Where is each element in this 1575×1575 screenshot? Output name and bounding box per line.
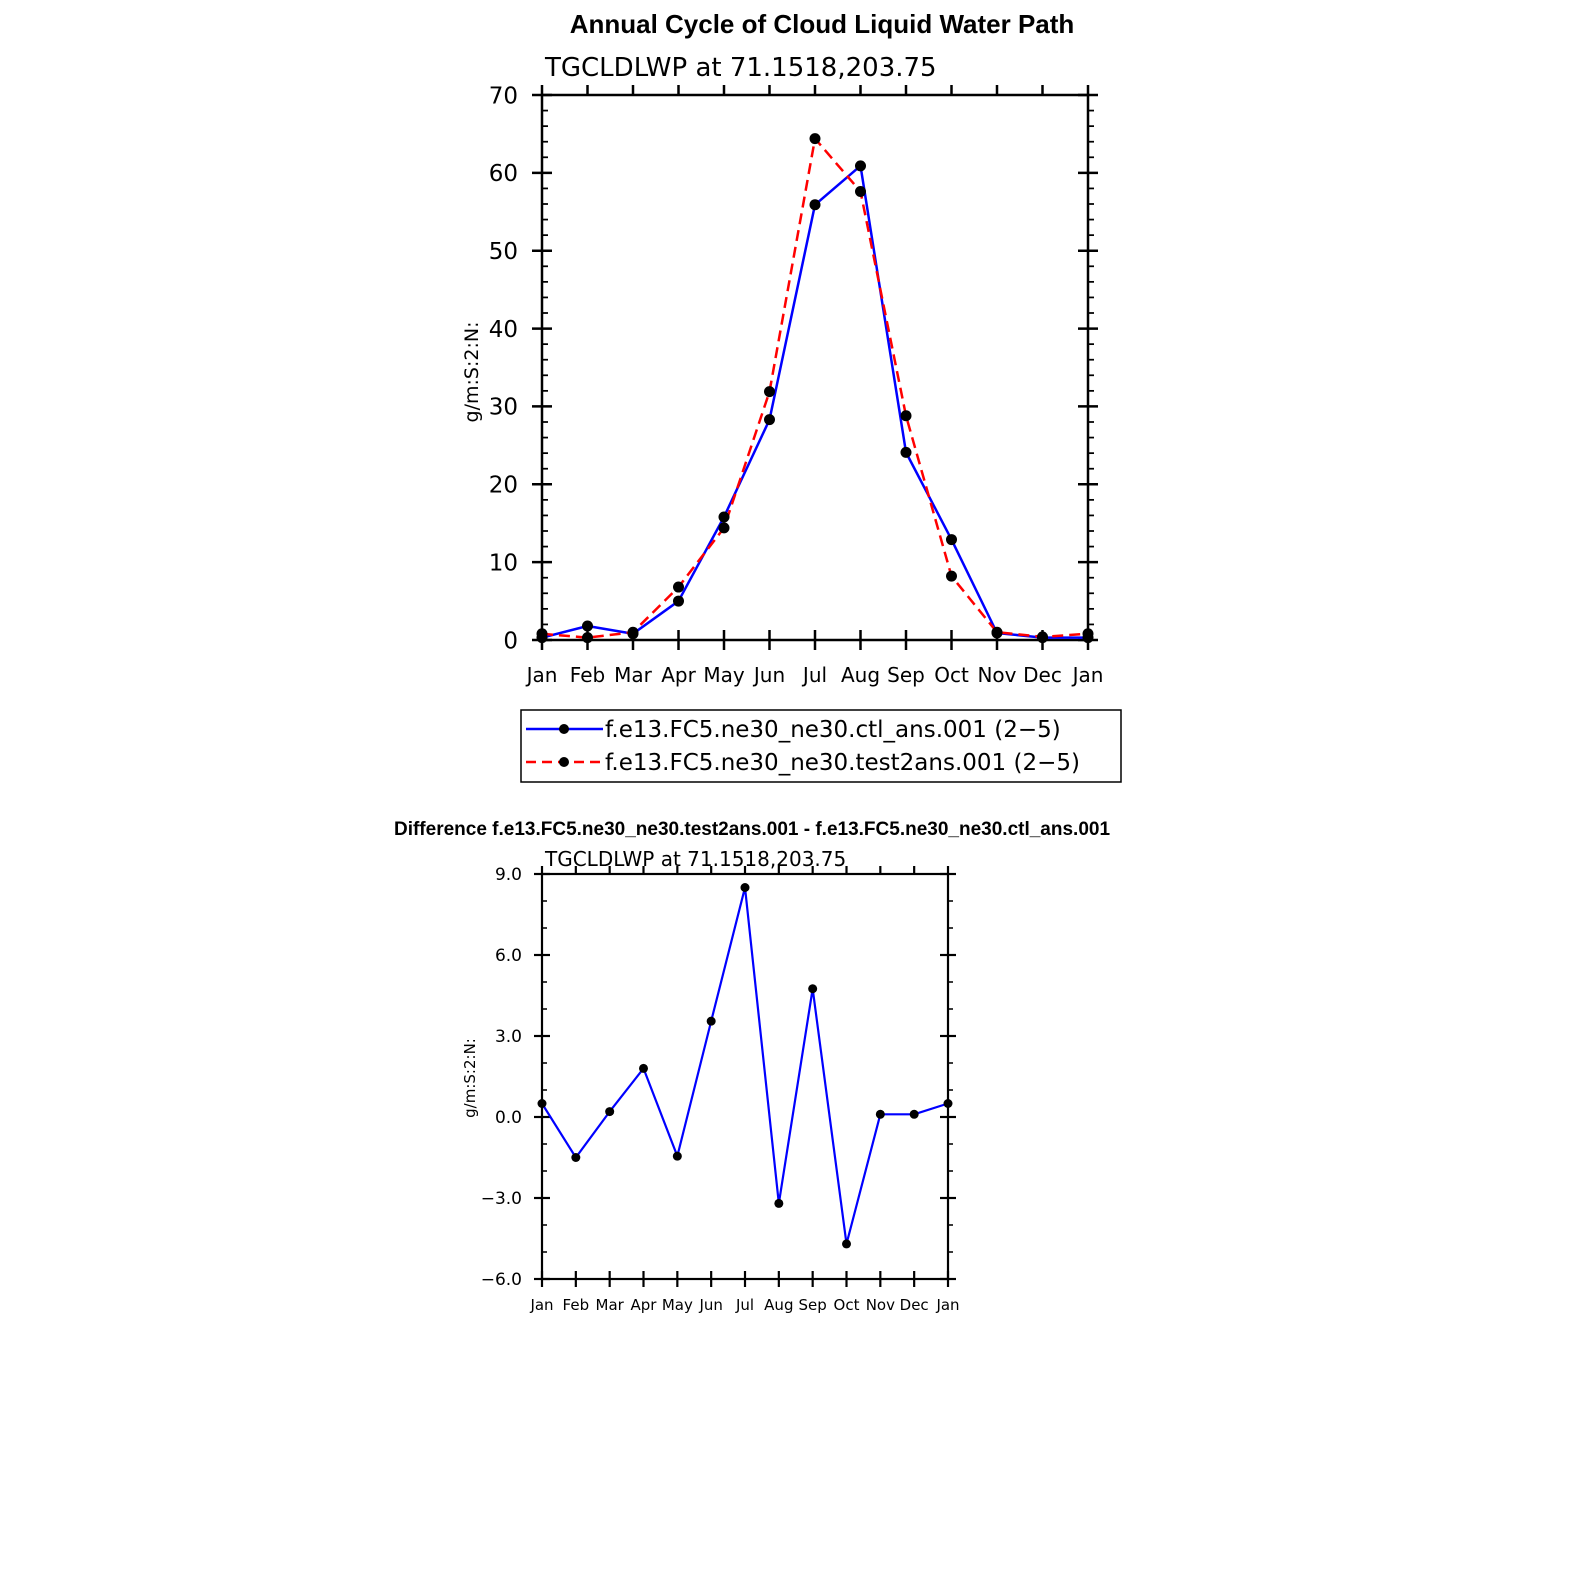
series-point-0 xyxy=(810,199,821,210)
legend-label-ctl: f.e13.FC5.ne30_ne30.ctl_ans.001 (2−5) xyxy=(605,717,1061,743)
x-tick-label: Feb xyxy=(562,1296,590,1314)
series-point-1 xyxy=(582,632,593,643)
y-tick-label: 6.0 xyxy=(494,946,522,967)
series-point-0 xyxy=(910,1110,919,1119)
x-tick-label: Oct xyxy=(934,663,969,687)
main-chart-title: Annual Cycle of Cloud Liquid Water Path xyxy=(569,9,1075,39)
series-point-0 xyxy=(901,447,912,458)
x-tick-label: Apr xyxy=(630,1296,657,1314)
legend-label-test: f.e13.FC5.ne30_ne30.test2ans.001 (2−5) xyxy=(605,750,1080,776)
x-tick-label: Apr xyxy=(661,663,696,687)
main-chart-legend xyxy=(521,710,1121,782)
series-point-1 xyxy=(1083,628,1094,639)
y-tick-label: 9.0 xyxy=(494,865,522,886)
legend-marker-ctl xyxy=(559,724,569,734)
series-point-0 xyxy=(673,596,684,607)
series-point-0 xyxy=(764,414,775,425)
x-tick-label: May xyxy=(703,663,745,687)
series-point-1 xyxy=(1037,631,1048,642)
diff-chart-subtitle: TGCLDLWP at 71.1518,203.75 xyxy=(545,847,847,871)
series-point-0 xyxy=(944,1099,953,1108)
series-point-1 xyxy=(946,571,957,582)
x-tick-label: Aug xyxy=(840,663,881,687)
x-tick-label: Jun xyxy=(753,663,786,687)
series-point-0 xyxy=(719,511,730,522)
x-tick-label: Jan xyxy=(526,663,558,687)
y-tick-label: −3.0 xyxy=(480,1189,522,1210)
series-point-0 xyxy=(808,984,817,993)
main-chart-plot xyxy=(489,83,1104,687)
y-tick-label: 0.0 xyxy=(494,1108,522,1129)
y-tick-label: 60 xyxy=(488,161,518,188)
x-tick-label: Nov xyxy=(977,663,1017,687)
series-point-0 xyxy=(946,534,957,545)
x-tick-label: Jan xyxy=(936,1296,960,1314)
x-tick-label: Feb xyxy=(569,663,606,687)
x-tick-label: Jun xyxy=(699,1296,723,1314)
y-tick-label: 30 xyxy=(488,394,518,421)
x-tick-label: Mar xyxy=(595,1296,624,1314)
diff-chart-ylabel: g/m:S:2:N: xyxy=(461,1038,479,1118)
x-tick-label: Nov xyxy=(865,1296,895,1314)
y-tick-label: 20 xyxy=(488,472,518,499)
series-line-0 xyxy=(542,888,948,1244)
x-tick-label: May xyxy=(661,1296,693,1314)
series-point-1 xyxy=(992,627,1003,638)
series-point-0 xyxy=(673,1152,682,1161)
y-tick-label: 50 xyxy=(488,238,518,265)
y-tick-label: −6.0 xyxy=(480,1270,522,1291)
plot-frame xyxy=(542,95,1088,640)
diff-chart-title: Difference f.e13.FC5.ne30_ne30.test2ans.001 - f.e13.FC5.ne30_ne30.ctl_ans.001 xyxy=(393,819,1111,840)
series-point-0 xyxy=(855,160,866,171)
x-tick-label: Jul xyxy=(802,663,828,687)
series-point-0 xyxy=(571,1153,580,1162)
series-point-0 xyxy=(876,1110,885,1119)
series-point-1 xyxy=(855,186,866,197)
x-tick-label: Oct xyxy=(833,1296,860,1314)
y-tick-label: 3.0 xyxy=(494,1027,522,1048)
series-point-0 xyxy=(538,1099,547,1108)
y-tick-label: 0 xyxy=(503,628,518,655)
series-point-0 xyxy=(842,1239,851,1248)
x-tick-label: Jan xyxy=(530,1296,554,1314)
legend-marker-test xyxy=(559,757,569,767)
series-point-1 xyxy=(628,627,639,638)
x-tick-label: Sep xyxy=(887,663,925,687)
y-tick-label: 70 xyxy=(488,83,518,110)
series-point-0 xyxy=(582,620,593,631)
main-chart-subtitle: TGCLDLWP at 71.1518,203.75 xyxy=(545,53,937,83)
series-point-1 xyxy=(764,386,775,397)
y-tick-label: 10 xyxy=(488,550,518,577)
x-tick-label: Jan xyxy=(1072,663,1104,687)
x-tick-label: Dec xyxy=(899,1296,929,1314)
main-chart-ylabel: g/m:S:2:N: xyxy=(461,321,483,423)
series-point-1 xyxy=(719,522,730,533)
series-point-1 xyxy=(537,628,548,639)
y-tick-label: 40 xyxy=(488,316,518,343)
x-tick-label: Mar xyxy=(614,663,652,687)
series-point-1 xyxy=(810,133,821,144)
series-line-1 xyxy=(542,139,1088,638)
series-point-0 xyxy=(741,883,750,892)
x-tick-label: Jul xyxy=(735,1296,755,1314)
x-tick-label: Aug xyxy=(764,1296,794,1314)
series-point-1 xyxy=(673,582,684,593)
series-point-1 xyxy=(901,410,912,421)
series-point-0 xyxy=(707,1017,716,1026)
x-tick-label: Sep xyxy=(798,1296,827,1314)
series-line-0 xyxy=(542,166,1088,638)
plot-frame xyxy=(542,874,948,1279)
series-point-0 xyxy=(639,1064,648,1073)
diff-chart-plot xyxy=(481,865,960,1314)
series-point-0 xyxy=(605,1107,614,1116)
series-point-0 xyxy=(774,1199,783,1208)
x-tick-label: Dec xyxy=(1023,663,1062,687)
